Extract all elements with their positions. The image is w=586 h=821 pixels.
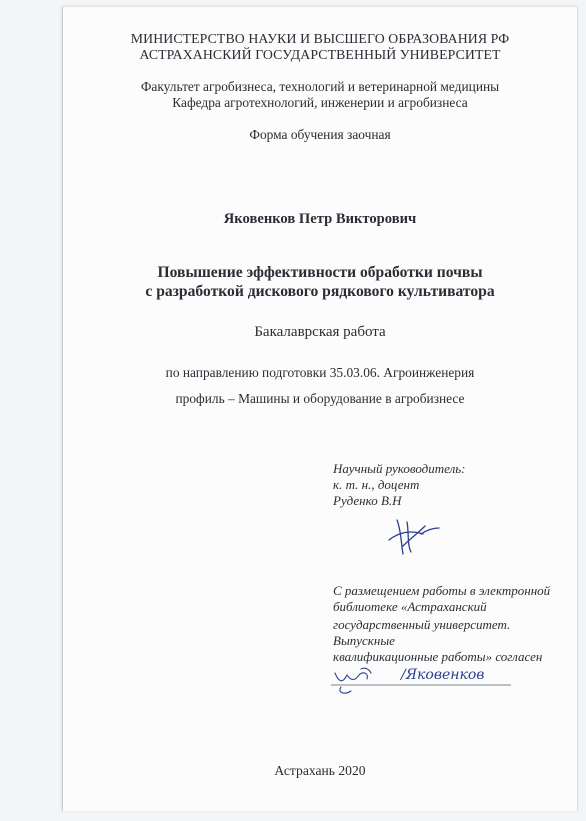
supervisor-role: Научный руководитель: [333,461,466,476]
supervisor-name: Руденко В.Н [333,493,402,508]
profile-line: профиль – Машины и оборудование в агробизнесе [175,391,465,406]
department-line: Кафедра агротехнологий, инженерии и агробизнеса [172,95,468,110]
consent-line3: государственный университет. [333,617,511,632]
university-line: АСТРАХАНСКИЙ ГОСУДАРСТВЕННЫЙ УНИВЕРСИТЕТ [139,47,501,62]
student-signature-name: /Яковенков [401,667,485,683]
supervisor-degree: к. т. н., доцент [333,477,420,492]
supervisor-signature [381,512,443,558]
city-year: Астрахань 2020 [274,763,366,778]
study-form-line: Форма обучения заочная [249,127,391,142]
title-page [62,6,578,811]
consent-line5: квалификационные работы» согласен [333,649,543,664]
direction-line: по направлению подготовки 35.03.06. Агроинженерия [165,365,475,380]
consent-line4: Выпускные [333,633,395,648]
ministry-line: МИНИСТЕРСТВО НАУКИ И ВЫСШЕГО ОБРАЗОВАНИЯ РФ [130,31,510,46]
thesis-title-line1: Повышение эффективности обработки почвы [157,264,483,281]
work-type: Бакалаврская работа [254,324,386,340]
author-name: Яковенков Петр Викторович [223,211,417,227]
consent-line2: библиотеке «Астраханский [333,599,487,614]
thesis-title-line2: с разработкой дискового рядкового культиватора [145,283,495,300]
faculty-line: Факультет агробизнеса, технологий и ветеринарной медицины [140,79,500,94]
consent-line1: С размещением работы в электронной [333,583,551,598]
